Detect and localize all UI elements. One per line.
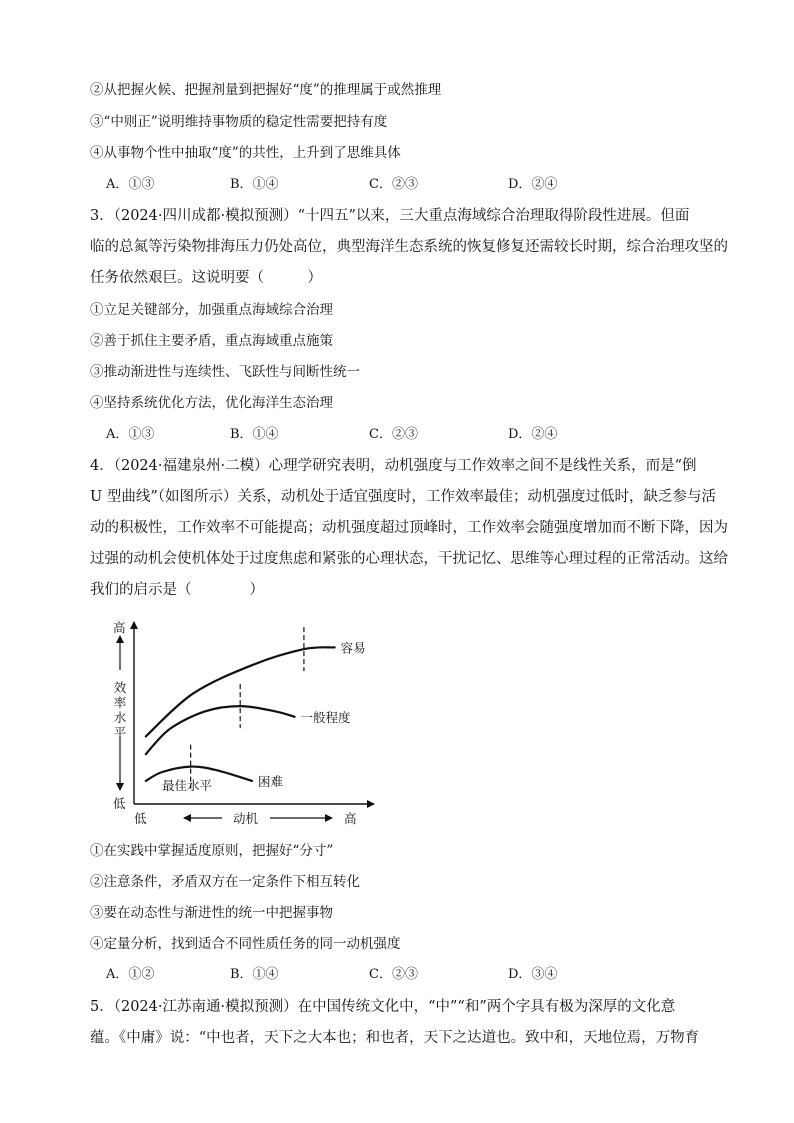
q4-option-b[interactable]: B．①④ — [230, 967, 279, 982]
q3-option-d[interactable]: D．②④ — [508, 427, 558, 442]
series-label-2: 一般程度 — [300, 709, 351, 725]
q3-option-c[interactable]: C．②③ — [369, 427, 418, 442]
x-axis-low-label: 低 — [134, 811, 147, 826]
x-axis-high-label: 高 — [344, 811, 357, 826]
q4-option-c[interactable]: C．②③ — [369, 967, 418, 982]
inverted-u-chart — [100, 612, 390, 830]
q2-statement-4: ④从事物个性中抽取“度”的共性，上升到了思维具体 — [90, 145, 401, 161]
q4-statement-1: ①在实践中掌握适度原则，把握好“分寸” — [90, 843, 334, 859]
y-axis-title: 效率水平 — [113, 680, 127, 740]
q4-stem-line-3: 动的积极性，工作效率不可能提高；动机强度超过顶峰时，工作效率会随强度增加而不断下降，因为 — [90, 520, 728, 536]
q4-stem-line-5: 我们的启示是（ ） — [90, 582, 264, 598]
q3-statement-3: ③推动渐进性与连续性、飞跃性与间断性统一 — [90, 364, 360, 380]
series-label-3: 困难 — [258, 773, 284, 789]
q4-stem-line-4: 过强的动机会使机体处于过度焦虑和紧张的心理状态，干扰记忆、思维等心理过程的正常活动。这给 — [90, 551, 728, 567]
q5-stem-line-2: 蕴。《中庸》说：“中也者，天下之大本也；和也者，天下之达道也。致中和，天地位焉，万物育 — [90, 1030, 700, 1046]
q4-option-a[interactable]: A．①② — [106, 967, 155, 982]
q2-statement-2: ②从把握火候、把握剂量到把握好“度”的推理属于或然推理 — [90, 82, 442, 98]
series-label-1: 容易 — [340, 640, 366, 656]
q4-stem-line-1: 4．（2024·福建泉州·二模）心理学研究表明，动机强度与工作效率之间不是线性关系，而是“倒 — [90, 458, 697, 474]
q3-statement-4: ④坚持系统优化方法，优化海洋生态治理 — [90, 395, 333, 411]
q2-statement-3: ③“中则正”说明维持事物质的稳定性需要把持有度 — [90, 114, 388, 130]
q4-statement-2: ②注意条件，矛盾双方在一定条件下相互转化 — [90, 874, 360, 890]
q3-statement-1: ①立足关键部分，加强重点海域综合治理 — [90, 302, 333, 318]
q4-option-d[interactable]: D．③④ — [508, 967, 558, 982]
q4-statement-4: ④定量分析，找到适合不同性质任务的同一动机强度 — [90, 936, 401, 952]
q3-stem-line-3: 任务依然艰巨。这说明要（ ） — [90, 270, 322, 286]
q3-statement-2: ②善于抓住主要矛盾，重点海域重点施策 — [90, 333, 333, 349]
x-axis-title: 动机 — [233, 811, 259, 826]
optimal-level-annotation: 最佳水平 — [162, 778, 213, 793]
q4-stem-line-2: U 型曲线”（如图所示）关系，动机处于适宜强度时，工作效率最佳；动机强度过低时，缺乏参与活 — [90, 489, 716, 505]
q5-stem-line-1: 5．（2024·江苏南通·模拟预测）在中国传统文化中，“中”“和”两个字具有极为深厚的文化意 — [90, 999, 676, 1015]
q2-option-d[interactable]: D．②④ — [508, 177, 558, 192]
q3-option-a[interactable]: A．①③ — [106, 427, 155, 442]
q3-option-b[interactable]: B．①④ — [230, 427, 279, 442]
q3-stem-line-2: 临的总氮等污染物排海压力仍处高位，典型海洋生态系统的恢复修复还需较长时期，综合治理攻坚的 — [90, 239, 728, 255]
q2-option-c[interactable]: C．②③ — [369, 177, 418, 192]
y-axis-low-label: 低 — [113, 796, 126, 811]
y-axis-high-label: 高 — [113, 620, 126, 635]
q2-option-a[interactable]: A．①③ — [106, 177, 155, 192]
q4-statement-3: ③要在动态性与渐进性的统一中把握事物 — [90, 905, 333, 921]
q3-stem-line-1: 3．（2024·四川成都·模拟预测）“十四五”以来，三大重点海域综合治理取得阶段性进展。但面 — [90, 208, 690, 224]
q2-option-b[interactable]: B．①④ — [230, 177, 279, 192]
